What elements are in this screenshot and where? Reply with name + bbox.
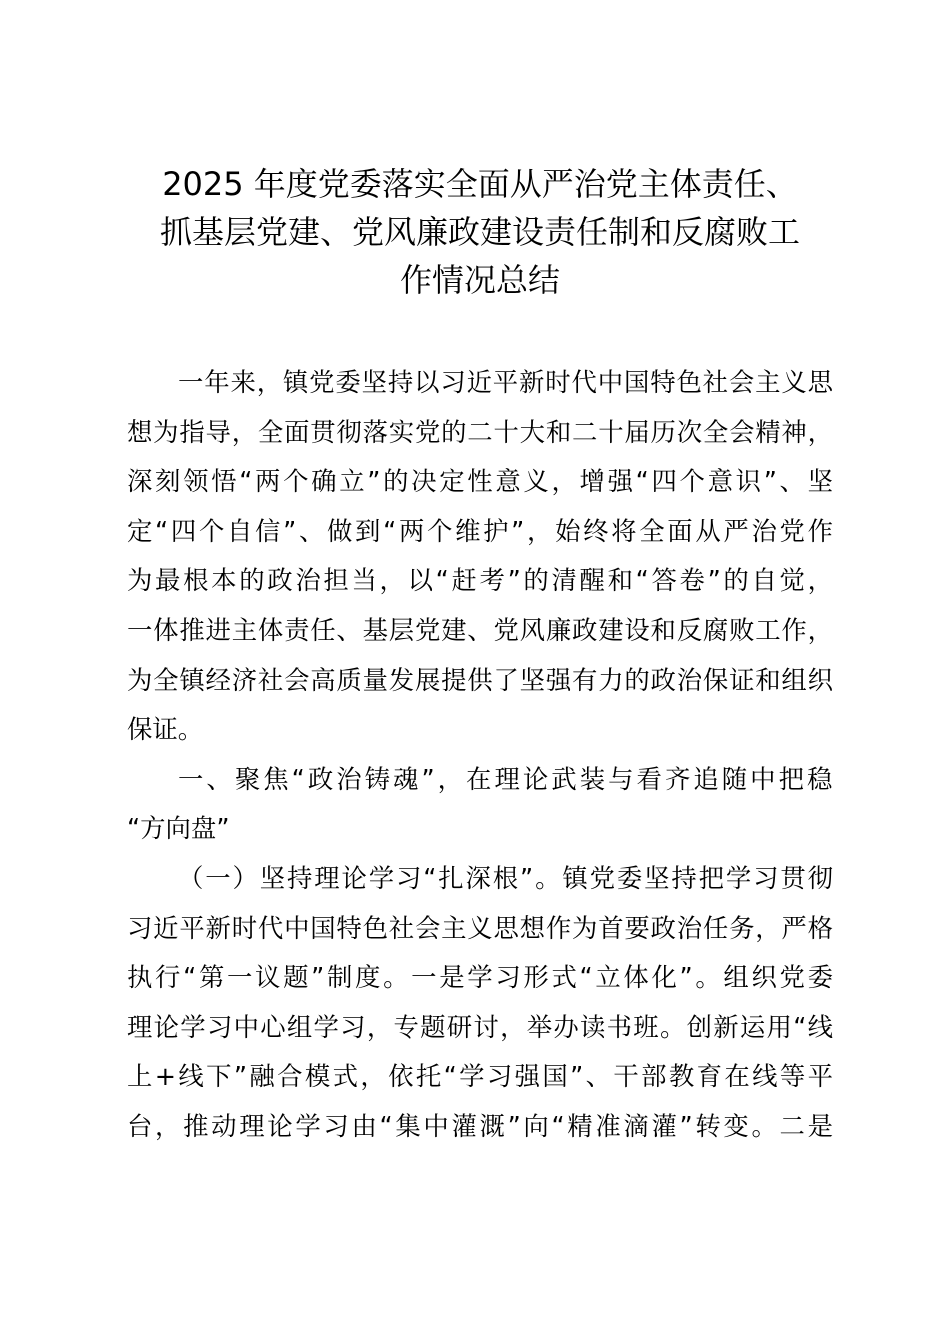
text-line: （一）坚持理论学习“扎深根”。镇党委坚持把学习贯彻 [178,862,833,893]
text-line: 习近平新时代中国特色社会主义思想作为首要政治任务，严格 [127,912,833,943]
text-line: 一体推进主体责任、基层党建、党风廉政建设和反腐败工作， [127,614,833,645]
text-line: 理论学习中心组学习，专题研讨，举办读书班。创新运用“线 [127,1011,833,1042]
text-line: 想为指导，全面贯彻落实党的二十大和二十届历次全会精神， [127,416,833,447]
text-line: 为最根本的政治担当，以“赶考”的清醒和“答卷”的自觉， [127,565,833,596]
text-line: 执行“第一议题”制度。一是学习形式“立体化”。组织党委 [127,962,833,993]
heading-line: 一、聚焦“政治铸魂”，在理论武装与看齐追随中把稳 [178,763,833,794]
text-line: 为全镇经济社会高质量发展提供了坚强有力的政治保证和组织 [127,664,833,695]
text-line: 台，推动理论学习由“集中灌溉”向“精准滴灌”转变。二是 [127,1110,833,1141]
section-heading [127,755,833,854]
document-title [120,160,840,304]
text-line: 一年来，镇党委坚持以习近平新时代中国特色社会主义思 [178,367,833,397]
intro-paragraph [127,358,833,755]
title-line: 2025 年度党委落实全面从严治党主体责任、 [162,165,798,203]
text-line: 定“四个自信”、做到“两个维护”，始终将全面从严治党作 [127,515,833,546]
title-line: 抓基层党建、党风廉政建设责任制和反腐败工 [159,213,800,251]
text-line: 上+线下”融合模式，依托“学习强国”、干部教育在线等平 [127,1061,833,1092]
heading-line: “方向盘” [127,813,230,844]
text-line: 保证。 [127,714,204,745]
document-body [127,358,833,1152]
title-line: 作情况总结 [399,261,560,299]
text-line: 深刻领悟“两个确立”的决定性意义，增强“四个意识”、坚 [127,466,833,497]
subsection-paragraph [127,854,833,1152]
